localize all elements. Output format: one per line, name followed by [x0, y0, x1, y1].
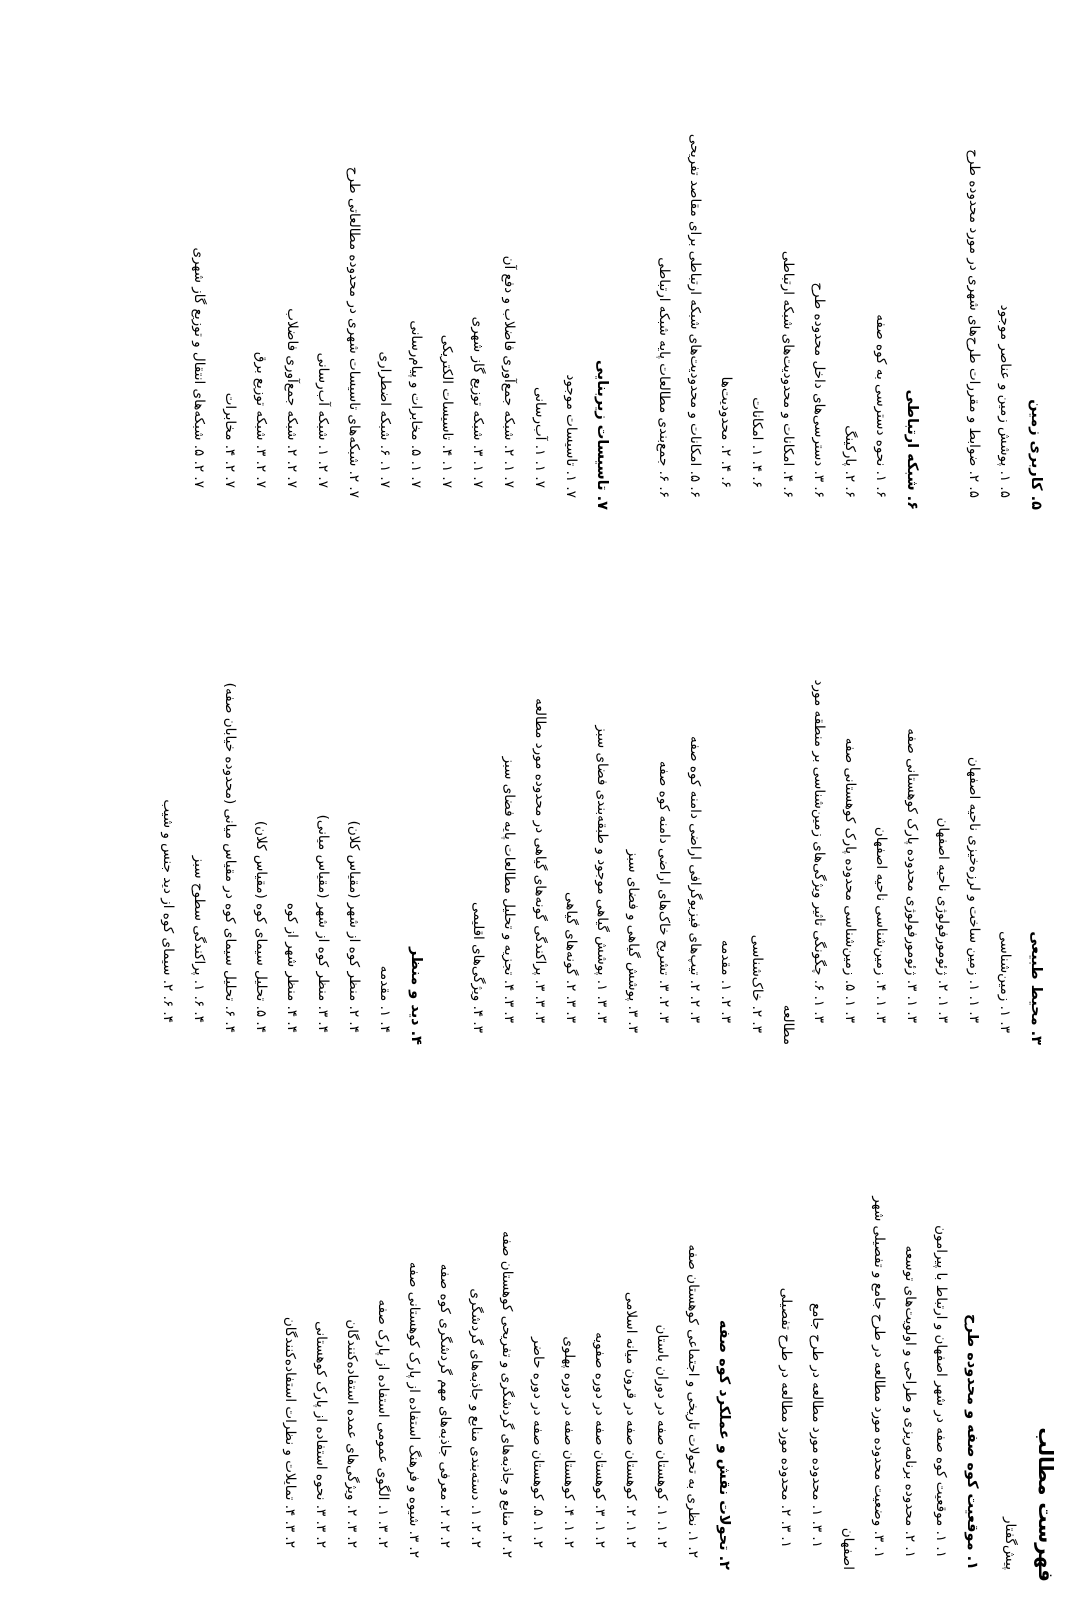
toc-entry: ۴. ۱. مقدمه: [377, 965, 393, 1033]
toc-entry: ۳. ۱. ۱. زمین ساخت و لرزه‌خیزی ناحیه اصفهان: [966, 756, 982, 1023]
toc-entry: ۷. ۱. تاسیسات موجود: [563, 374, 579, 498]
toc-entry: ۶. ۳. دسترسی‌های داخل محدوده طرح: [811, 282, 827, 498]
toc-entry: ۳. ۲. ۲. تیپ‌های فیزیوگرافی اراضی دامنه کوه صفه: [687, 736, 703, 1023]
toc-entry: ۱. ۳. وضعیت محدوده مورد مطالعه در طرح جامع و تفصیلی شهر: [871, 1196, 887, 1558]
toc-chapter-heading: ۷. تاسیسات زیربنایی: [594, 359, 610, 510]
toc-entry: ۱. ۳. ۱. محدوده مورد مطالعه در طرح جامع: [809, 1303, 825, 1548]
toc-entry: ۱. ۲. محدوده برنامه‌ریزی و طراحی و اولویت‌های توسعه: [902, 1245, 918, 1558]
toc-entry: ۳. ۲. ۱. مقدمه: [718, 939, 734, 1023]
toc-entry: ۳. ۱. ۴. زمین‌شناسی ناحیه اصفهان: [873, 826, 889, 1023]
toc-entry: ۷. ۲. ۳. شبکه توزیع برق: [253, 351, 269, 488]
toc-entry: ۳. ۳. ۱. پوشش گیاهی موجود و طبقه‌بندی فضای سبز: [594, 725, 610, 1023]
toc-entry: ۶. ۱. نحوه دسترسی به کوه صفه: [873, 314, 889, 498]
toc-entry: ۷. ۲. ۴. مخابرات: [222, 392, 238, 488]
toc-entry: ۳. ۳. پوشش گیاهی و فضای سبز: [625, 849, 641, 1033]
toc-entry: ۴. ۵. تحلیل سیمای کوه (مقیاس کلان): [253, 820, 269, 1033]
toc-entry: مطالعه: [780, 1004, 796, 1045]
toc-entry: ۶. ۴. ۱. امکانات: [749, 397, 765, 488]
toc-entry: ۲. ۱. ۵. کوهستان صفه در دوره حاضر: [530, 1337, 546, 1548]
toc-entry: ۱. ۱. موقعیت کوه صفه در شهر اصفهان و ارتباط با پیرامون: [933, 1225, 949, 1558]
toc-entry: ۳. ۳. ۲. گونه‌های گیاهی: [563, 891, 579, 1023]
toc-entry: ۷. ۱. ۶. شبکه اضطراری: [377, 351, 393, 488]
toc-entry: ۲. ۱. ۲. کوهستان صفه در قرون میانه اسلامی: [623, 1291, 639, 1548]
toc-chapter-heading: ۵. کاربری زمین: [1028, 399, 1044, 510]
toc-entry: ۴. ۴. منظر شهر از کوه: [284, 902, 300, 1033]
toc-entry: ۲. ۲. ۲. معرفی جاذبه‌های مهم گردشگری کوه صفه: [437, 1263, 453, 1548]
toc-entry: ۷. ۲. ۵. شبکه‌های انتقال و توزیع گاز شهری: [191, 247, 207, 488]
toc-entry: ۷. ۱. ۱. آب‌رسانی: [532, 387, 548, 488]
toc-entry: ۶. ۴. ۲. محدودیت‌ها: [718, 376, 734, 488]
toc-entry: ۲. ۳. ۴. تمایلات و نظرات استفاده‌کنندگان: [282, 1316, 298, 1548]
toc-entry: ۲. ۳. شیوه و فرهنگ استفاده از پارک کوهستانی صفه: [406, 1261, 422, 1558]
toc-entry: ۲. ۲. منابع و جاذبه‌های گردشگری و تفریحی کوهستان صفه: [499, 1230, 515, 1558]
document-title: فهرست مطالب: [1034, 1427, 1058, 1582]
toc-entry: ۵. ۲. ضوابط و مقررات طرح‌های شهری در مورد محدوده طرح: [966, 149, 982, 498]
toc-entry: ۶. ۴. امکانات و محدودیت‌های شبکه ارتباطی: [780, 250, 796, 498]
toc-entry: ۵. ۱. پوشش زمین و عناصر موجود: [997, 304, 1013, 498]
toc-entry: ۷. ۱. ۲. شبکه جمع‌آوری فاضلاب و دفع آن: [501, 255, 517, 488]
toc-entry: ۴. ۲. منظر کوه از شهر (مقیاس کلان): [346, 820, 362, 1033]
toc-entry: ۳. ۳. ۴. تجزیه و تحلیل مطالعات پایه فضای سبز: [501, 756, 517, 1023]
toc-entry: ۴. ۶. ۱. پراکندگی سطوح سبز: [191, 855, 207, 1023]
toc-entry: ۳. ۱. ۲. ژئومورفولوژی ناحیه اصفهان: [935, 817, 951, 1023]
toc-entry: ۲. ۲. ۱. دسته‌بندی منابع و جاذبه‌های گردشگری: [468, 1288, 484, 1548]
toc-chapter-heading: ۴. دید و منظر: [408, 947, 424, 1045]
toc-chapter-heading: ۱. موقعیت کوه صفه و محدوده طرح: [964, 1314, 980, 1570]
toc-entry: ۱. ۳. ۲. محدوده مورد مطالعه در طرح تفصیلی: [778, 1287, 794, 1548]
toc-entry: ۲. ۱. ۴. کوهستان صفه در دوره پهلوی: [561, 1336, 577, 1548]
toc-entry: ۳. ۴. ویژگی‌های اقلیمی: [470, 901, 486, 1033]
toc-entry: ۳. ۱. ۵. زمین‌شناسی محدوده پارک کوهستانی صفه: [842, 737, 858, 1023]
toc-entry: ۶. ۶. جمع‌بندی مطالعات پایه شبکه ارتباطی: [656, 257, 672, 498]
toc-entry: ۳. ۱. زمین‌شناسی: [997, 931, 1013, 1033]
toc-entry: ۲. ۳. ۲. ویژگی‌های عمده استفاده‌کنندگان: [344, 1319, 360, 1548]
toc-entry: ۷. ۱. ۴. تاسیسات الکتریکی: [439, 334, 455, 488]
toc-entry: ۳. ۲. خاک‌شناسی: [749, 934, 765, 1033]
toc-entry: ۲. ۳. ۱. الگوی عمومی استفاده از پارک صفه: [375, 1299, 391, 1548]
toc-entry: ۷. ۲. شبکه‌های تاسیسات شهری در محدوده مطالعاتی طرح: [346, 166, 362, 498]
toc-entry: ۴. ۳. منظر کوه از شهر (مقیاس میانی): [315, 814, 331, 1033]
toc-entry: ۴. ۶. تحلیل سیمای کوه در مقیاس میانی (محدوده خیابان صفه): [222, 682, 238, 1033]
toc-column-1: [0, 1030, 1080, 1570]
toc-entry: ۷. ۱. ۵. مخابرات و پیام‌رسانی: [408, 320, 424, 488]
toc-entry: ۳. ۱. ۳. ژئومورفولوژی محدوده پارک کوهستانی صفه: [904, 728, 920, 1023]
toc-entry: ۲. ۱. ۳. کوهستان صفه در دوره صفویه: [592, 1332, 608, 1548]
toc-entry: ۲. ۱. نظری به تحولات تاریخی و اجتماعی کوهستان صفه: [685, 1244, 701, 1558]
toc-entry: اصفهان: [840, 1527, 856, 1570]
toc-entry: ۲. ۱. ۱. کوهستان صفه در دوران باستان: [654, 1324, 670, 1548]
toc-entry: ۲. ۳. ۳. نحوه استفاده از پارک کوهستانی: [313, 1321, 329, 1548]
toc-entry: ۳. ۲. ۳. تشریح خاک‌های اراضی دامنه کوه صفه: [656, 760, 672, 1023]
toc-entry: ۷. ۱. ۳. شبکه توزیع گاز شهری: [470, 316, 486, 488]
toc-entry: ۶. ۵. امکانات و محدودیت‌های شبکه ارتباطی برای مقاصد تفریحی: [687, 133, 703, 498]
toc-chapter-heading: ۲. تحولات نقش و عملکرد کوه صفه: [716, 1319, 732, 1570]
toc-entry: ۷. ۲. ۲. شبکه جمع‌آوری فاضلاب: [284, 308, 300, 488]
toc-entry: ۳. ۱. ۶. چگونگی تاثیر ویژگی‌های زمین‌شناسی بر منطقه مورد: [811, 679, 827, 1023]
toc-chapter-heading: پیش‌گفتار: [1002, 1516, 1018, 1570]
toc-column-3: [0, 0, 1080, 510]
toc-entry: ۴. ۶. ۲. سیمای کوه از دید جنس و شیب: [160, 799, 176, 1023]
toc-chapter-heading: ۶. شبکه ارتباطی: [904, 389, 920, 510]
toc-entry: ۷. ۲. ۱. شبکه آب‌رسانی: [315, 352, 331, 488]
toc-entry: ۶. ۲. پارکینگ: [842, 425, 858, 498]
toc-entry: ۳. ۳. ۳. پراکندگی گونه‌های گیاهی در محدوده مورد مطالعه: [532, 698, 548, 1023]
toc-chapter-heading: ۳. محیط طبیعی: [1028, 931, 1044, 1045]
toc-column-2: [0, 505, 1080, 1045]
